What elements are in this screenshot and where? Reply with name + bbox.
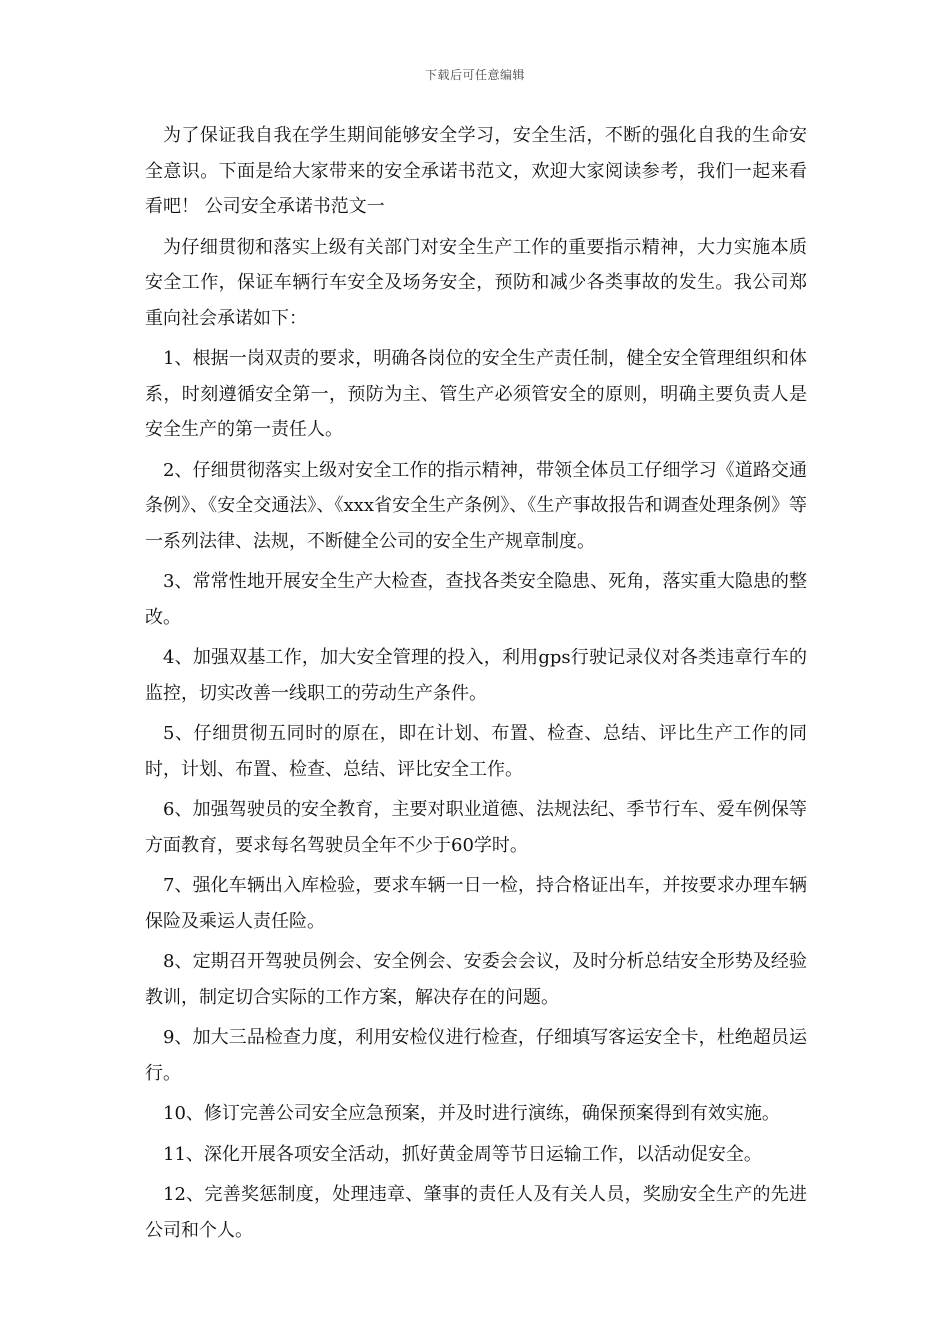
commitment-item-9: 9、加大三品检查力度，利用安检仪进行检查，仔细填写客运安全卡，杜绝超员运行。 [145, 1027, 807, 1084]
commitment-item-6: 6、加强驾驶员的安全教育，主要对职业道德、法规法纪、季节行车、爱车例保等方面教育，要求每名驾驶员全年不少于60学时。 [145, 799, 807, 856]
commitment-item-7: 7、强化车辆出入库检验，要求车辆一日一检，持合格证出车，并按要求办理车辆保险及乘运人责任险。 [145, 875, 807, 932]
commitment-item-12: 12、完善奖惩制度，处理违章、肇事的责任人及有关人员，奖励安全生产的先进公司和个人。 [145, 1184, 807, 1241]
commitment-item-5: 5、仔细贯彻五同时的原在，即在计划、布置、检查、总结、评比生产工作的同时，计划、布置、检查、总结、评比安全工作。 [145, 723, 807, 780]
document-body [145, 118, 807, 1253]
intro-paragraph: 为了保证我自我在学生期间能够安全学习，安全生活，不断的强化自我的生命安全意识。下面是给大家带来的安全承诺书范文，欢迎大家阅读参考，我们一起来看看吧！ 公司安全承诺书范文一 [145, 125, 807, 217]
commitment-item-3: 3、常常性地开展安全生产大检查，查找各类安全隐患、死角，落实重大隐患的整改。 [145, 571, 807, 628]
header-note: 下载后可任意编辑 [424, 68, 525, 82]
commitment-item-8: 8、定期召开驾驶员例会、安全例会、安委会会议，及时分析总结安全形势及经验教训，制定切合实际的工作方案，解决存在的问题。 [145, 951, 807, 1008]
commitment-item-11: 11、深化开展各项安全活动，抓好黄金周等节日运输工作，以活动促安全。 [163, 1143, 762, 1165]
commitment-item-4: 4、加强双基工作，加大安全管理的投入，利用gps行驶记录仪对各类违章行车的监控，切实改善一线职工的劳动生产条件。 [145, 647, 807, 704]
commitment-preamble: 为仔细贯彻和落实上级有关部门对安全生产工作的重要指示精神，大力实施本质安全工作，保证车辆行车安全及场务安全，预防和减少各类事故的发生。我公司郑重向社会承诺如下： [145, 236, 807, 329]
commitment-item-1: 1、根据一岗双责的要求，明确各岗位的安全生产责任制，健全安全管理组织和体系，时刻遵循安全第一，预防为主、管生产必须管安全的原则，明确主要负责人是安全生产的第一责任人。 [145, 348, 807, 440]
commitment-item-10: 10、修订完善公司安全应急预案，并及时进行演练，确保预案得到有效实施。 [163, 1103, 780, 1124]
commitment-item-2: 2、仔细贯彻落实上级对安全工作的指示精神，带领全体员工仔细学习《道路交通条例》、《安全交通法》、《xxx省安全生产条例》、《生产事故报告和调查处理条例》等一系列法律、法规，不断健全公司的安全生产规章制度。 [145, 459, 807, 552]
